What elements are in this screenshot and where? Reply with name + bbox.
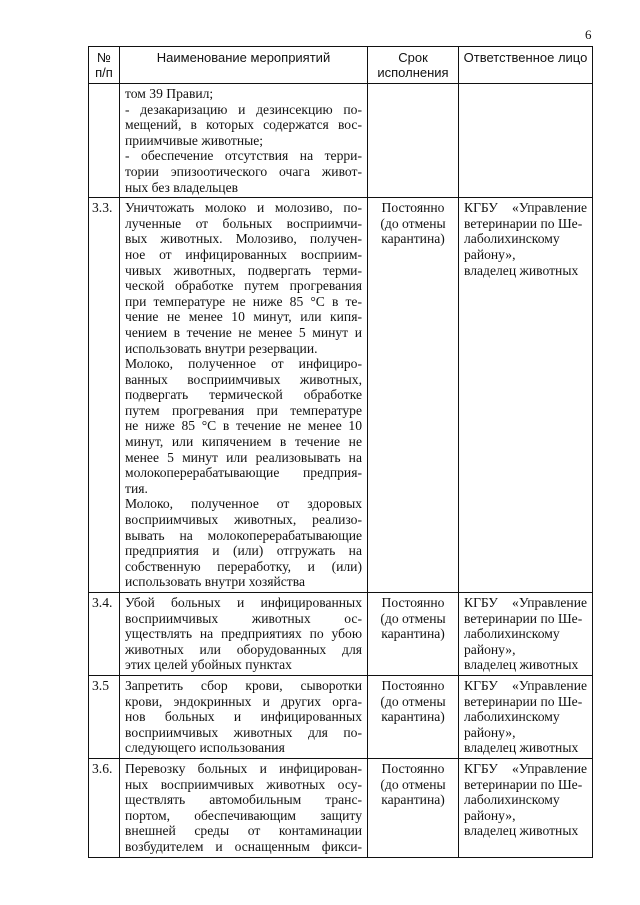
responsible-line: владелец животных (464, 657, 579, 673)
table-row (89, 758, 593, 857)
responsible-line: району», (464, 246, 516, 262)
description-line: ществлять автомобильным транс- (125, 792, 362, 808)
description-line: мещений, в которых содержатся вос- (125, 117, 362, 133)
term-line: Постоянно (381, 760, 445, 776)
measure-description (120, 593, 368, 676)
description-paragraph (125, 678, 362, 756)
description-line: ных без владельцев (125, 179, 239, 195)
header-term-line: исполнения (377, 65, 449, 80)
description-line: минут, или кипячением в течение не (125, 434, 362, 450)
term-line: карантина) (381, 709, 445, 725)
responsible-line: ветеринарии по Ше- (464, 610, 583, 626)
row-number: 3.6. (89, 758, 120, 857)
responsible-line: лаболихинскому (464, 792, 560, 808)
responsible-line: лаболихинскому (464, 231, 560, 247)
description-line: возбудителем и оснащенным фикси- (125, 838, 362, 854)
execution-term (368, 675, 459, 758)
header-responsible: Ответственное лицо (459, 47, 593, 84)
header-number (89, 47, 120, 84)
description-paragraph (125, 356, 362, 496)
term-line: Постоянно (381, 595, 445, 610)
description-line: Убой больных и инфицированных (125, 595, 362, 610)
responsible-line: КГБУ «Управление (464, 760, 587, 776)
description-line: ческой обработке путем прогревания (125, 278, 362, 294)
responsible-line: ветеринарии по Ше- (464, 693, 583, 709)
execution-term (368, 758, 459, 857)
row-number (89, 84, 120, 198)
description-paragraph (125, 200, 362, 356)
responsible-line: району», (464, 807, 516, 823)
description-line: чивых животных, подвергать терми- (125, 262, 362, 278)
term-line: карантина) (381, 792, 445, 808)
responsible-person (459, 758, 593, 857)
description-paragraph (125, 761, 362, 855)
responsible-line: КГБУ «Управление (464, 677, 587, 693)
header-number-line: п/п (95, 65, 113, 80)
term-line: (до отмены (380, 215, 446, 231)
description-line: ное от инфицированных восприим- (125, 246, 362, 262)
responsible-line: владелец животных (464, 823, 579, 839)
term-line: Постоянно (381, 200, 445, 216)
description-line: нов больных и инфицированных (125, 709, 362, 725)
header-number-line: № (97, 50, 111, 65)
description-line: Молоко, полученное от здоровых (125, 496, 362, 512)
responsible-line: району», (464, 641, 516, 657)
description-line: восприимчивых животных для по- (125, 724, 362, 740)
description-line: портом, обеспечивающим защиту (125, 807, 362, 823)
description-line: лученные от больных восприимчи- (125, 215, 362, 231)
description-line: тории эпизоотического очага живот- (125, 163, 362, 179)
description-line: предприятия и (или) отгружать на (125, 543, 362, 559)
description-line: том 39 Правил; (125, 86, 214, 101)
description-line: собственную переработку, и (или) (125, 558, 362, 574)
description-line: - дезакаризацию и дезинсекцию по- (125, 101, 362, 117)
responsible-person (459, 198, 593, 593)
description-line: использовать внутри хозяйства (125, 574, 306, 590)
row-number: 3.3. (89, 198, 120, 593)
header-name: Наименование мероприятий (120, 47, 368, 84)
description-line: при температуре не ниже 85 °С в те- (125, 293, 362, 309)
description-line: чение не менее 10 минут, или кипя- (125, 309, 362, 325)
execution-term (368, 84, 459, 198)
responsible-line: району», (464, 724, 516, 740)
measure-description (120, 758, 368, 857)
responsible-person (459, 675, 593, 758)
execution-term (368, 593, 459, 676)
term-line: (до отмены (380, 610, 446, 626)
description-paragraph (125, 496, 362, 590)
responsible-line: КГБУ «Управление (464, 595, 587, 610)
description-line: уществлять на предприятиях по убою (125, 626, 362, 642)
description-paragraph (125, 86, 362, 195)
header-term (368, 47, 459, 84)
term-line: (до отмены (380, 776, 446, 792)
description-line: не ниже 85 °С в течение не менее 10 (125, 418, 362, 434)
table-header-row (89, 47, 593, 84)
description-line: следующего использования (125, 740, 285, 756)
measure-description (120, 198, 368, 593)
execution-term (368, 198, 459, 593)
description-line: тия. (125, 480, 148, 496)
description-line: Уничтожать молоко и молозиво, по- (125, 200, 362, 216)
description-line: вых животных. Молозиво, получен- (125, 231, 362, 247)
description-line: путем прогревания при температуре (125, 402, 362, 418)
table-row (89, 198, 593, 593)
table-row (89, 593, 593, 676)
responsible-line: ветеринарии по Ше- (464, 776, 583, 792)
measure-description (120, 84, 368, 198)
description-line: ных восприимчивых животных осу- (125, 776, 362, 792)
description-line: молокоперерабатывающие предприя- (125, 465, 362, 481)
description-line: крови, эндокринных и других орга- (125, 693, 362, 709)
responsible-line: лаболихинскому (464, 626, 560, 642)
responsible-line: КГБУ «Управление (464, 200, 587, 216)
row-number: 3.5 (89, 675, 120, 758)
row-number: 3.4. (89, 593, 120, 676)
term-line: карантина) (381, 231, 445, 247)
description-line: чением в течение не менее 5 минут и (125, 324, 362, 340)
term-line: карантина) (381, 626, 445, 642)
responsible-person (459, 84, 593, 198)
description-line: ванных восприимчивых животных, (125, 371, 362, 387)
measures-table (88, 46, 593, 858)
description-line: приимчивые животные; (125, 132, 264, 148)
description-line: животных или оборудованных для (125, 641, 362, 657)
description-line: Перевозку больных и инфицирован- (125, 760, 362, 776)
description-line: вывать на молокоперерабатывающие (125, 527, 362, 543)
responsible-person (459, 593, 593, 676)
description-line: использовать внутри резервации. (125, 340, 318, 356)
term-line: (до отмены (380, 693, 446, 709)
description-line: восприимчивых животных ос- (125, 610, 362, 626)
table-row (89, 675, 593, 758)
description-line: - обеспечение отсутствия на терри- (125, 148, 362, 164)
description-line: менее 5 минут или реализовывать на (125, 449, 362, 465)
description-line: Запретить сбор крови, сыворотки (125, 677, 362, 693)
responsible-line: ветеринарии по Ше- (464, 215, 583, 231)
responsible-line: владелец животных (464, 262, 579, 278)
page-number: 6 (585, 27, 592, 42)
responsible-line: лаболихинскому (464, 709, 560, 725)
description-line: этих целей убойных пунктах (125, 657, 292, 673)
responsible-line: владелец животных (464, 740, 579, 756)
description-line: подвергать термической обработке (125, 387, 362, 403)
description-line: восприимчивых животных, реализо- (125, 512, 362, 528)
description-paragraph (125, 595, 362, 673)
header-term-line: Срок (398, 50, 428, 65)
description-line: Молоко, полученное от инфициро- (125, 356, 362, 372)
table-row (89, 84, 593, 198)
measure-description (120, 675, 368, 758)
description-line: внешней среды от контаминации (125, 823, 362, 839)
term-line: Постоянно (381, 677, 445, 693)
